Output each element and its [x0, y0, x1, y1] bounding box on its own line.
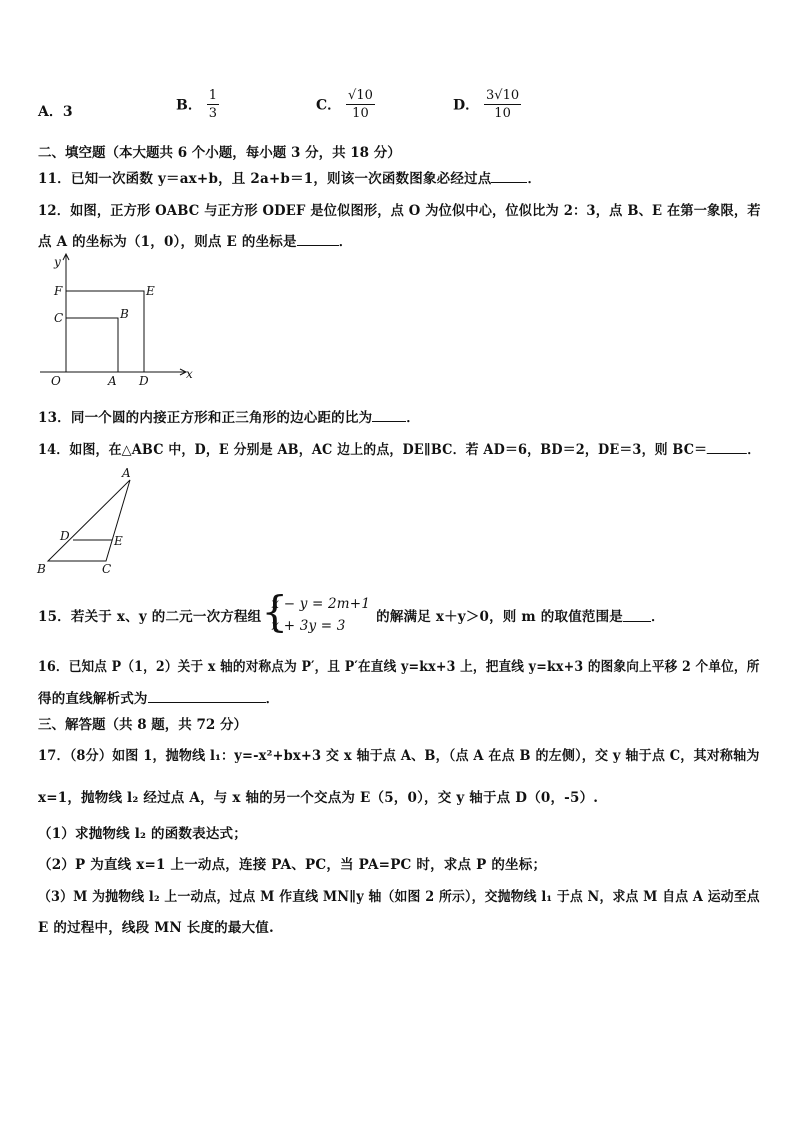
question-15: 15．若关于 x、y 的二元一次方程组 { x − y = 2m+1 x + 3y = 3 的解满足 x＋y＞0，则 m 的取值范围是 ． [38, 587, 665, 636]
label-O: O [51, 374, 61, 388]
option-b-denominator: 3 [208, 106, 217, 121]
option-d-denominator: 10 [494, 106, 511, 121]
option-c-fraction [346, 88, 375, 121]
option-a [38, 101, 73, 121]
answer-blank [372, 409, 406, 422]
question-13-text: 13．同一个圆的内接正方形和正三角形的边心距的比为 [38, 410, 373, 426]
label-C: C [102, 562, 112, 576]
label-A: A [122, 466, 131, 480]
option-c-numerator: √10 [348, 88, 373, 103]
option-d-fraction [484, 88, 521, 121]
label-C: C [54, 311, 64, 325]
equation-system [261, 587, 371, 637]
question-15-prefix: 15．若关于 x、y 的二元一次方程组 [38, 609, 262, 625]
option-a-label: A．3 [38, 104, 73, 120]
figure-12-squares [36, 252, 196, 388]
question-14: 14．如图，在△ABC 中，D，E 分别是 AB，AC 边上的点，DE∥BC．若 AD＝6，BD＝2，DE＝3，则 BC＝ ． [38, 442, 761, 458]
option-c-denominator: 10 [352, 106, 369, 121]
option-d [453, 88, 521, 121]
label-E: E [146, 284, 155, 298]
question-11-text: 11．已知一次函数 y＝ax+b，且 2a+b＝1，则该一次函数图象必经过点 [38, 171, 492, 187]
option-d-numerator: 3√10 [486, 88, 520, 103]
brace-icon: { [261, 587, 289, 636]
question-17-part-1: （1）求抛物线 l₂ 的函数表达式； [38, 826, 247, 842]
label-x: x [186, 367, 193, 381]
question-17-part-2: （2）P 为直线 x=1 上一动点，连接 PA、PC，当 PA=PC 时，求点 P 的坐标； [38, 857, 547, 873]
square-ODEF [66, 291, 144, 372]
answer-blank [623, 609, 651, 622]
label-B: B [37, 562, 46, 576]
square-OABC [66, 318, 118, 372]
option-b-fraction [207, 88, 219, 121]
figure-14-triangle [34, 464, 144, 578]
equation-2: x + 3y = 3 [271, 618, 346, 634]
question-16-text: 得的直线解析式为 [38, 691, 148, 707]
label-D: D [139, 374, 149, 388]
answer-blank [707, 441, 747, 454]
option-c [316, 88, 375, 121]
question-16-line-1: 16．已知点 P（1，2）关于 x 轴的对称点为 P′，且 P′在直线 y=kx+3 上，把直线 y=kx+3 的图象向上平移 2 个单位，所 [38, 659, 760, 675]
question-12-line-2: 点 A 的坐标为（1，0），则点 E 的坐标是 ． [38, 234, 353, 250]
section-2-title: 二、填空题（本大题共 6 个小题，每小题 3 分，共 18 分） [38, 145, 401, 161]
section-3-title: 三、解答题（共 8 题，共 72 分） [38, 717, 247, 733]
answer-blank [297, 233, 339, 246]
option-d-label: D． [453, 97, 480, 114]
answer-blank [491, 170, 527, 183]
label-F: F [54, 284, 63, 298]
triangle-ABC [48, 480, 130, 561]
question-12-line-1: 12．如图，正方形 OABC 与正方形 ODEF 是位似图形，点 O 为位似中心，位似比为 2：3，点 B、E 在第一象限，若 [38, 203, 761, 219]
question-17-part-3-line-2: E 的过程中，线段 MN 长度的最大值. [38, 920, 274, 936]
option-b-numerator: 1 [208, 88, 217, 103]
equation-1: x − y = 2m+1 [271, 596, 371, 612]
question-12-text: 点 A 的坐标为（1，0），则点 E 的坐标是 [38, 234, 297, 250]
option-b-label: B． [176, 97, 202, 114]
question-17-line-2: x=1，抛物线 l₂ 经过点 A，与 x 轴的另一个交点为 E（5，0），交 y 轴于点 D（0，-5）. [38, 790, 599, 806]
question-16-line-2: 得的直线解析式为 ． [38, 691, 280, 707]
label-D: D [60, 529, 70, 543]
question-17-line-1: 17．（8分）如图 1，抛物线 l₁：y=-x²+bx+3 交 x 轴于点 A、B，（点 A 在点 B 的左侧），交 y 轴于点 C，其对称轴为 [38, 748, 760, 764]
question-13: 13．同一个圆的内接正方形和正三角形的边心距的比为 ． [38, 410, 420, 426]
answer-blank [148, 690, 266, 703]
label-A: A [108, 374, 117, 388]
option-c-label: C． [316, 97, 342, 114]
question-14-text: 14．如图，在△ABC 中，D，E 分别是 AB，AC 边上的点，DE∥BC．若 AD＝6，BD＝2，DE＝3，则 BC＝ [38, 442, 708, 458]
label-E: E [114, 534, 123, 548]
question-17-part-3-line-1: （3）M 为抛物线 l₂ 上一动点，过点 M 作直线 MN∥y 轴（如图 2 所示），交抛物线 l₁ 于点 N，求点 M 自点 A 运动至点 [38, 889, 760, 905]
label-B: B [120, 307, 129, 321]
option-b [176, 88, 219, 121]
question-11: 11．已知一次函数 y＝ax+b，且 2a+b＝1，则该一次函数图象必经过点 ． [38, 171, 542, 187]
label-y: y [54, 255, 61, 269]
question-15-suffix: 的解满足 x＋y＞0，则 m 的取值范围是 [376, 609, 623, 625]
